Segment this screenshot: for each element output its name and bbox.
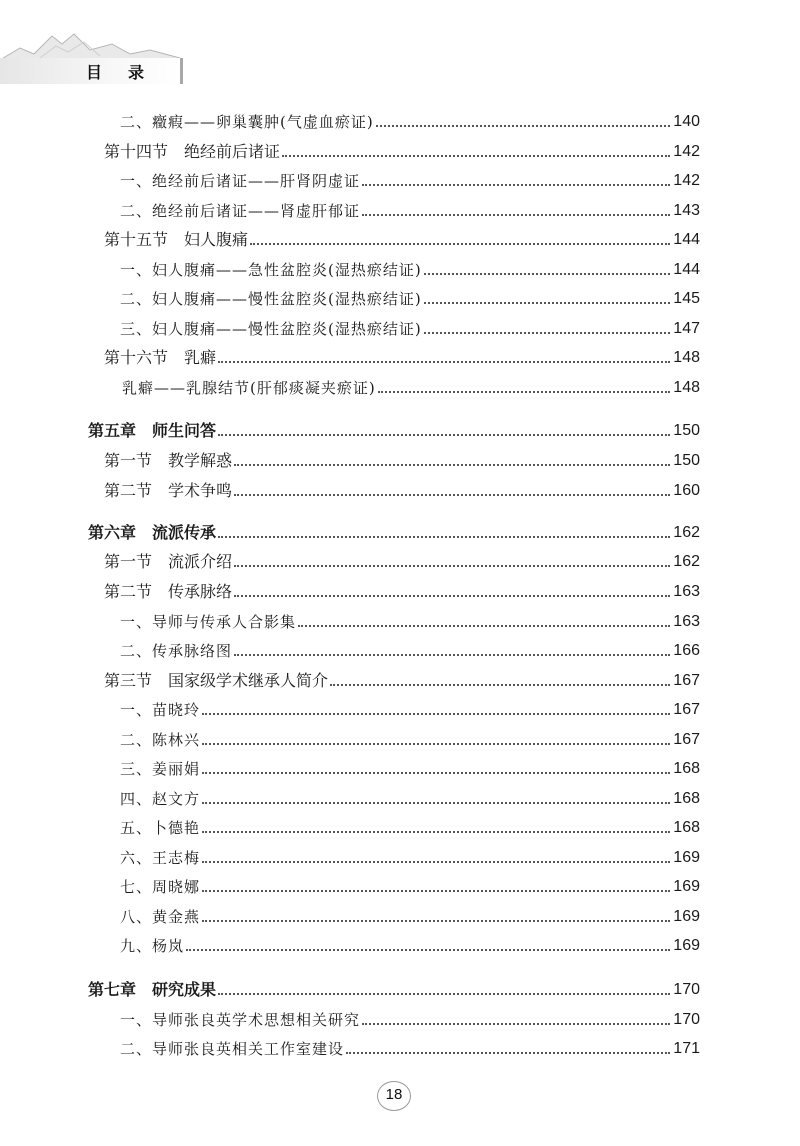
dot-leader: [234, 464, 670, 466]
toc-item[interactable]: [120, 787, 700, 809]
page-number-badge: [372, 1078, 418, 1112]
toc-item[interactable]: [120, 846, 700, 868]
toc-entry-label: 二、绝经前后诸证——肾虚肝郁证: [120, 202, 361, 220]
dot-leader: [424, 273, 671, 275]
dot-leader: [218, 434, 670, 436]
header-divider: [180, 58, 183, 84]
dot-leader: [202, 831, 670, 833]
toc-entry-page: 166: [673, 642, 700, 659]
toc-item[interactable]: [122, 376, 700, 398]
toc-section[interactable]: [104, 140, 700, 162]
toc-entry-label: 二、妇人腹痛——慢性盆腔炎(湿热瘀结证): [120, 290, 422, 308]
toc-section[interactable]: [104, 550, 700, 572]
toc-entry-label: 第五章 师生问答: [88, 421, 217, 440]
toc-entry-label: 乳癖——乳腺结节(肝郁痰凝夹瘀证): [122, 379, 376, 397]
header-title: 目录: [86, 63, 171, 82]
toc-entry-label: 二、癥瘕——卵巢囊肿(气虚血瘀证): [120, 113, 374, 131]
toc-entry-label: 一、妇人腹痛——急性盆腔炎(湿热瘀结证): [120, 261, 422, 279]
dot-leader: [282, 155, 670, 157]
toc-item[interactable]: [120, 610, 700, 632]
dot-leader: [202, 772, 670, 774]
dot-leader: [202, 861, 670, 863]
toc-section[interactable]: [104, 479, 700, 501]
toc-entry-page: 170: [673, 981, 700, 998]
dot-leader: [186, 949, 670, 951]
dot-leader: [234, 565, 670, 567]
dot-leader: [202, 713, 670, 715]
toc-entry-page: 144: [673, 261, 700, 278]
toc-entry-label: 一、导师与传承人合影集: [120, 613, 297, 631]
toc-entry-page: 171: [673, 1040, 700, 1057]
dot-leader: [202, 802, 670, 804]
toc-item[interactable]: [120, 258, 700, 280]
toc-entry-page: 142: [673, 172, 700, 189]
toc-item[interactable]: [120, 905, 700, 927]
toc-item[interactable]: [120, 816, 700, 838]
toc-entry-label: 二、传承脉络图: [120, 642, 233, 660]
toc-entry-label: 五、卜德艳: [120, 819, 201, 837]
toc-entry-page: 148: [673, 379, 700, 396]
toc-entry-page: 169: [673, 937, 700, 954]
toc-item[interactable]: [120, 199, 700, 221]
toc-entry-page: 163: [673, 613, 700, 630]
toc-item[interactable]: [120, 698, 700, 720]
toc-entry-label: 三、姜丽娟: [120, 760, 201, 778]
dot-leader: [218, 361, 670, 363]
toc-entry-page: 150: [673, 452, 700, 469]
dot-leader: [376, 125, 671, 127]
toc-entry-label: 一、绝经前后诸证——肝肾阴虚证: [120, 172, 361, 190]
toc-entry-page: 163: [673, 583, 700, 600]
dot-leader: [424, 302, 671, 304]
toc-entry-page: 170: [673, 1011, 700, 1028]
toc-entry-label: 七、周晓娜: [120, 878, 201, 896]
toc-entry-label: 第三节 国家级学术继承人简介: [104, 671, 329, 690]
toc-entry-label: 四、赵文方: [120, 790, 201, 808]
toc-entry-page: 162: [673, 553, 700, 570]
toc-entry-label: 二、陈林兴: [120, 731, 201, 749]
toc-item[interactable]: [120, 287, 700, 309]
toc-entry-label: 第十四节 绝经前后诸证: [104, 142, 281, 161]
dot-leader: [202, 890, 670, 892]
toc-entry-page: 160: [673, 482, 700, 499]
toc-entry-label: 九、杨岚: [120, 937, 185, 955]
toc-entry-page: 169: [673, 878, 700, 895]
toc-item[interactable]: [120, 110, 700, 132]
toc-section[interactable]: [104, 669, 700, 691]
toc-entry-page: 144: [673, 231, 700, 248]
toc-entry-page: 148: [673, 349, 700, 366]
toc-entry-page: 167: [673, 672, 700, 689]
toc-entry-page: 150: [673, 422, 700, 439]
toc-entry-page: 169: [673, 908, 700, 925]
toc-entry-page: 143: [673, 202, 700, 219]
dot-leader: [234, 654, 670, 656]
toc-entry-label: 第十六节 乳癖: [104, 348, 217, 367]
dot-leader: [202, 743, 670, 745]
dot-leader: [424, 332, 671, 334]
toc-section[interactable]: [104, 228, 700, 250]
toc-entry-label: 二、导师张良英相关工作室建设: [120, 1040, 345, 1058]
dot-leader: [378, 391, 671, 393]
toc-entry-label: 第十五节 妇人腹痛: [104, 230, 249, 249]
toc-chapter[interactable]: [88, 978, 700, 1000]
toc-entry-page: 167: [673, 731, 700, 748]
toc-entry-label: 一、苗晓玲: [120, 701, 201, 719]
toc-entry-label: 第一节 教学解惑: [104, 451, 233, 470]
toc-entry-label: 第七章 研究成果: [88, 980, 217, 999]
dot-leader: [298, 625, 670, 627]
toc-chapter[interactable]: [88, 521, 700, 543]
toc-entry-page: 142: [673, 143, 700, 160]
dot-leader: [234, 494, 670, 496]
toc-entry-page: 168: [673, 819, 700, 836]
dot-leader: [218, 993, 670, 995]
toc-entry-label: 六、王志梅: [120, 849, 201, 867]
toc-entry-label: 八、黄金燕: [120, 908, 201, 926]
dot-leader: [362, 214, 670, 216]
toc-entry-page: 168: [673, 790, 700, 807]
toc-entry-label: 第二节 传承脉络: [104, 582, 233, 601]
toc-entry-page: 168: [673, 760, 700, 777]
toc-entry-page: 147: [673, 320, 700, 337]
toc-item[interactable]: [120, 934, 700, 956]
toc-item[interactable]: [120, 317, 700, 339]
toc-section[interactable]: [104, 580, 700, 602]
dot-leader: [202, 920, 670, 922]
toc-item[interactable]: [120, 169, 700, 191]
toc-item[interactable]: [120, 875, 700, 897]
toc-entry-page: 162: [673, 524, 700, 541]
dot-leader: [346, 1052, 670, 1054]
toc-chapter[interactable]: [88, 419, 700, 441]
toc-entry-label: 第二节 学术争鸣: [104, 481, 233, 500]
toc-item[interactable]: [120, 639, 700, 661]
dot-leader: [234, 595, 670, 597]
dot-leader: [218, 536, 670, 538]
toc-section[interactable]: [104, 346, 700, 368]
toc-item[interactable]: [120, 1037, 700, 1059]
toc-section[interactable]: [104, 449, 700, 471]
toc-item[interactable]: [120, 1008, 700, 1030]
toc-entry-page: 145: [673, 290, 700, 307]
toc-entry-page: 167: [673, 701, 700, 718]
dot-leader: [362, 184, 670, 186]
toc-entry-label: 第一节 流派介绍: [104, 552, 233, 571]
page-header: [0, 58, 184, 84]
page-number: 18: [385, 1086, 403, 1103]
toc-entry-page: 169: [673, 849, 700, 866]
toc-item[interactable]: [120, 757, 700, 779]
toc-entry-label: 三、妇人腹痛——慢性盆腔炎(湿热瘀结证): [120, 320, 422, 338]
dot-leader: [250, 243, 670, 245]
dot-leader: [330, 684, 670, 686]
dot-leader: [362, 1023, 670, 1025]
toc-item[interactable]: [120, 728, 700, 750]
toc-entry-label: 一、导师张良英学术思想相关研究: [120, 1011, 361, 1029]
toc-entry-page: 140: [673, 113, 700, 130]
toc-entry-label: 第六章 流派传承: [88, 523, 217, 542]
